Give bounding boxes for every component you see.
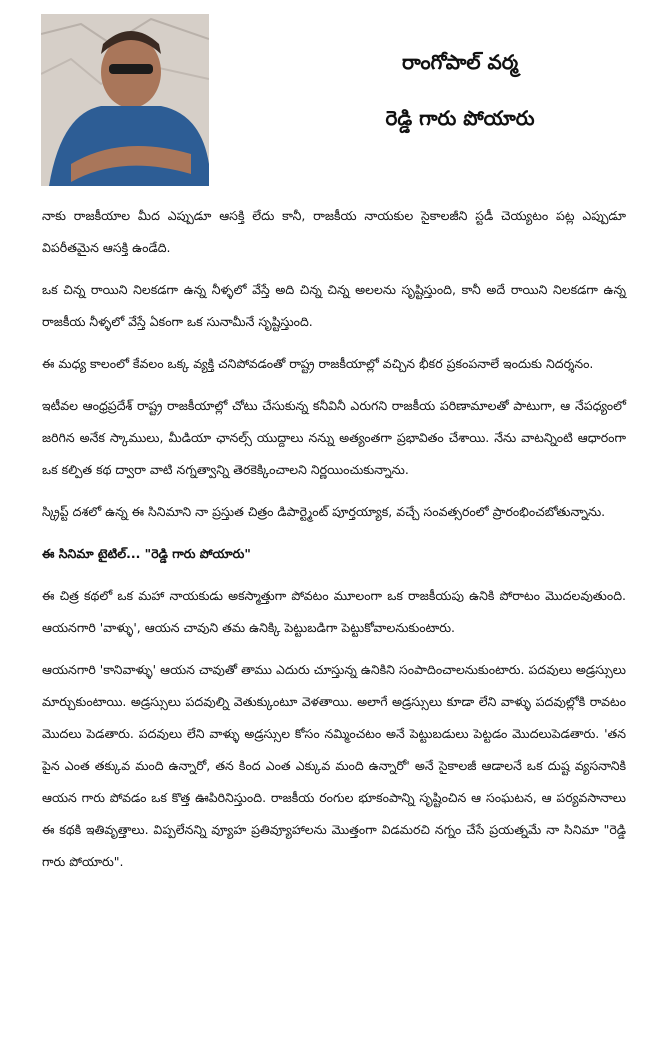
paragraph-5: స్క్రిప్ట్ దశలో ఉన్న ఈ సినిమాని నా ప్రస్తుత చిత్రం డిపార్ట్మెంట్ పూర్తయ్యాక, వచ్చే సంవత్సరంలో ప్రారంభించబోతున్నాను. (42, 504, 606, 519)
paragraph-2: ఒక చిన్న రాయిని నిలకడగా ఉన్న నీళ్ళలో వేస్తే అది చిన్న చిన్న అలలను సృష్టిస్తుంది, కానీ అదే రాయిని నిలకడగా ఉన్న రాజకీయ నీళ్ళలో వేస్తే ఏకంగా ఒక సునామీనే సృష్టిస్తుంది. (42, 282, 626, 329)
paragraph-3: ఈ మధ్య కాలంలో కేవలం ఒక్క వ్యక్తి చనిపోవడంతో రాష్ట్ర రాజకీయాల్లో వచ్చిన భీకర ప్రకంపనాలే ఇందుకు నిదర్శనం. (42, 356, 594, 371)
paragraph-1: నాకు రాజకీయాల మీద ఎప్పుడూ ఆసక్తి లేదు కానీ, రాజకీయ నాయకుల సైకాలజీని స్టడీ చెయ్యటం పట్ల ఎప్పుడూ విపరీతమైన ఆసక్తి ఉండేది. (42, 208, 626, 255)
movie-title-line: ఈ సినిమా టైటిల్... "రెడ్డి గారు పోయారు" (42, 546, 251, 561)
author-name: రాంగోపాల్ వర్మ (401, 50, 519, 74)
author-photo (41, 14, 209, 186)
article-header (0, 0, 649, 190)
paragraph-8: ఆయనగారి 'కానివాళ్ళు' ఆయన చావుతో తాము ఎదురు చూస్తున్న ఉనికిని సంపాదించాలనుకుంటారు. పదవులు అడ్రస్సులు మార్చుకుంటాయి. అడ్రస్సులు పదవుల్ని వెతుక్కుంటూ వెళతాయి. అలాగే అడ్రస్సులు కూడా లేని వాళ్ళు పదవుల్లోకి రావటం మొదలు పెడతారు. పదవులు లేని వాళ్ళు అడ్రస్సుల కోసం నమ్మించటం అనే పెట్టుబడులు పెట్టడం మొదలుపెడతారు. 'తన పైన ఎంత తక్కువ మంది ఉన్నారో, తన కింద ఎంత ఎక్కువ మంది ఉన్నారో' అనే సైకాలజీ ఆడాలనే ఒక దుష్ట వ్యసనానికి ఆయన గారు పోవడం ఒక కొత్త ఊపిరినిస్తుంది. రాజకీయ రంగుల భూకంపాన్ని సృష్టించిన ఆ సంఘటన, ఆ పర్యవసానాలు ఈ కథకి ఇతివృత్తాలు. విప్పలేనన్ని వ్యూహ ప్రతివ్యూహాలను మొత్తంగా విడమరచి నగ్నం చేసే ప్రయత్నమే నా సినిమా "రెడ్డి గారు పోయారు". (42, 662, 626, 869)
paragraph-7: ఈ చిత్ర కథలో ఒక మహా నాయకుడు అకస్మాత్తుగా పోవటం మూలంగా ఒక రాజకీయపు ఉనికి పోరాటం మొదలవుతుంది. ఆయనగారి 'వాళ్ళు', ఆయన చావుని తమ ఉనిక్కి పెట్టుబడిగా పెట్టుకోవాలనుకుంటారు. (42, 588, 626, 635)
article-title: రెడ్డి గారు పోయారు (385, 106, 535, 130)
paragraph-4: ఇటీవల ఆంధ్రప్రదేశ్ రాష్ట్ర రాజకీయాల్లో చోటు చేసుకున్న కనీవినీ ఎరుగని రాజకీయ పరిణామాలతో పాటుగా, ఆ నేపధ్యంలో జరిగిన అనేక స్కాములు, మీడియా ఛానల్స్ యుద్దాలు నన్ను అత్యంతగా ప్రభావితం చేశాయి. నేను వాటన్నింటి ఆధారంగా ఒక కల్పిత కథ ద్వారా వాటి నగ్నత్వాన్ని తెరకెక్కించాలని నిర్ణయించుకున్నాను. (42, 398, 626, 477)
article-body (42, 200, 626, 888)
author-photo-image (41, 14, 209, 186)
title-block (300, 48, 620, 132)
